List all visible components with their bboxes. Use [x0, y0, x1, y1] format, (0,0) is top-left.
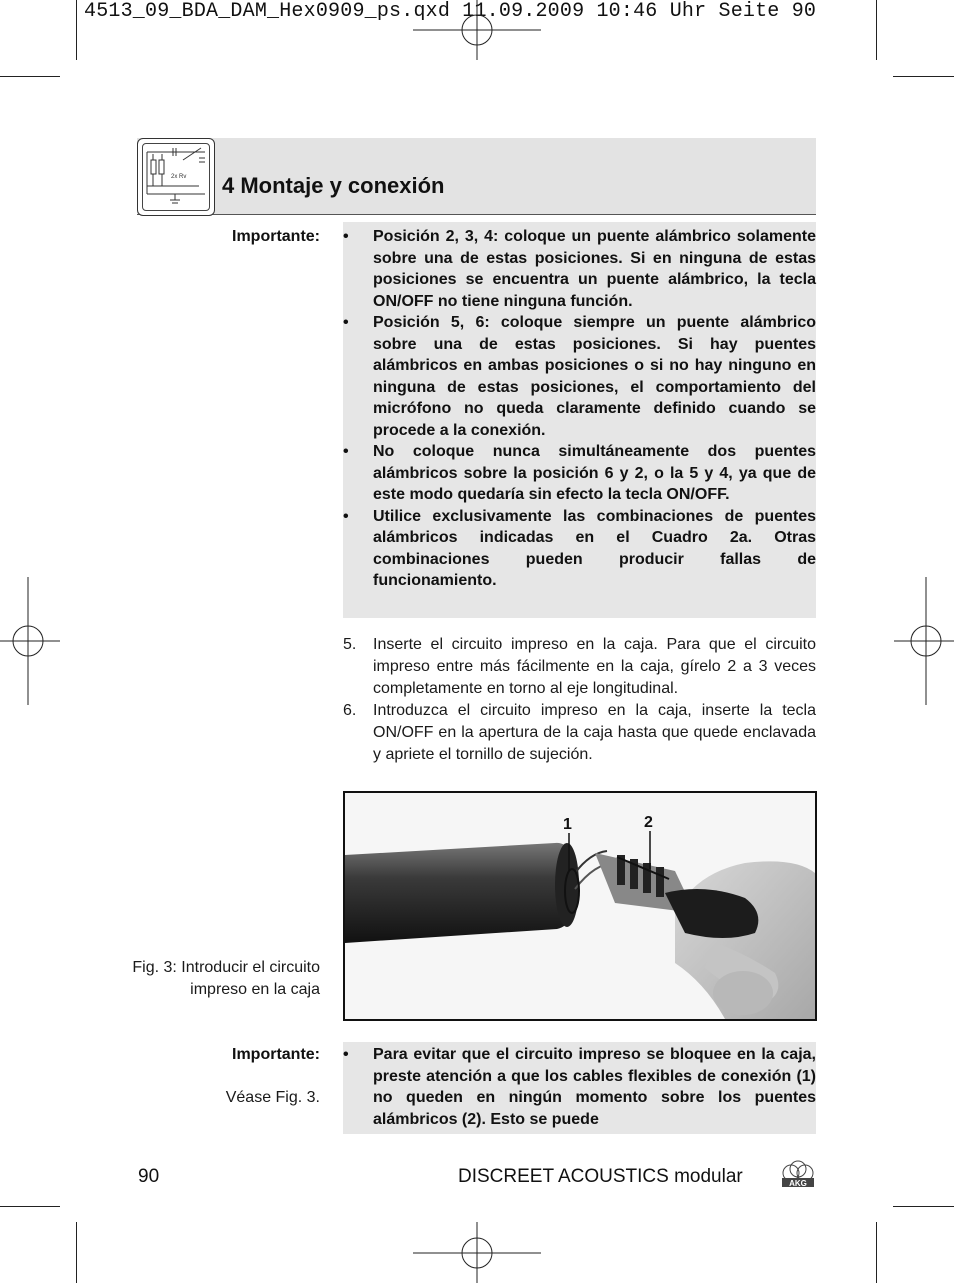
important-label: Importante: [232, 228, 320, 245]
callout-2: 2 [644, 814, 653, 831]
print-slug: 4513_09_BDA_DAM_Hex0909_ps.qxd 11.09.2009 10:46 Uhr Seite 90 [84, 0, 817, 23]
bullet-item: • Utilice exclusivamente las combinaciones de puentes alámbricos indicadas en el Cuadro 2a. Otras combinaciones pueden producir fallas de funcionamiento. [343, 507, 816, 589]
important-bullet-list-2 [343, 1044, 816, 1130]
bullet-item: • Posición 5, 6: coloque siempre un puente alámbrico sobre una de estas posiciones. Si hay puentes alámbricos en ambas posiciones o si no hay ninguno en ninguna de estas posiciones, el comportamiento del micrófono no queda claramente definido cuando se procede a la conexión. [343, 314, 816, 439]
important-bullet-list [343, 226, 816, 592]
step-item: 5. Inserte el circuito impreso en la caja. Para que el circuito impreso entre más fácilmente en la caja, gírelo 2 a 3 veces completamente en torno al eje longitudinal. [343, 636, 816, 697]
circuit-diagram-icon [137, 138, 215, 216]
section-title: 4 Montaje y conexión [222, 173, 445, 198]
page-number: 90 [138, 1166, 160, 1187]
important-label-2: Importante: [232, 1046, 320, 1063]
see-figure-ref: Véase Fig. 3. [225, 1089, 320, 1106]
akg-logo [780, 1158, 816, 1190]
bullet-item: • Para evitar que el circuito impreso se bloquee en la caja, preste atención a que los cables flexibles de conexión (1) no queden en ningún momento sobre los puentes alámbricos (2). Esto se puede [343, 1046, 816, 1128]
figure-3-photo [343, 791, 817, 1021]
callout-1: 1 [563, 816, 572, 833]
bullet-item: • No coloque nunca simultáneamente dos puentes alámbricos sobre la posición 6 y 2, o la 5 y 4, ya que de este modo quedaría sin efecto la tecla ON/OFF. [343, 443, 816, 503]
bullet-item: • Posición 2, 3, 4: coloque un puente alámbrico solamente sobre una de estas posiciones. Si en ninguna de estas posiciones se encuentra un puente alámbrico, la tecla ON/OFF no tiene ninguna función. [343, 228, 816, 310]
step-item: 6. Introduzca el circuito impreso en la caja, inserte la tecla ON/OFF en la apertura de la caja hasta que quede enclavada y apriete el tornillo de sujeción. [343, 702, 816, 763]
product-name: DISCREET ACOUSTICS modular [458, 1166, 743, 1187]
figure-caption: Fig. 3: Introducir el circuito impreso en la caja [132, 959, 320, 998]
svg-text:2x Rv: 2x Rv [171, 174, 187, 180]
steps-list [343, 634, 816, 766]
svg-text:AKG: AKG [789, 1179, 807, 1188]
